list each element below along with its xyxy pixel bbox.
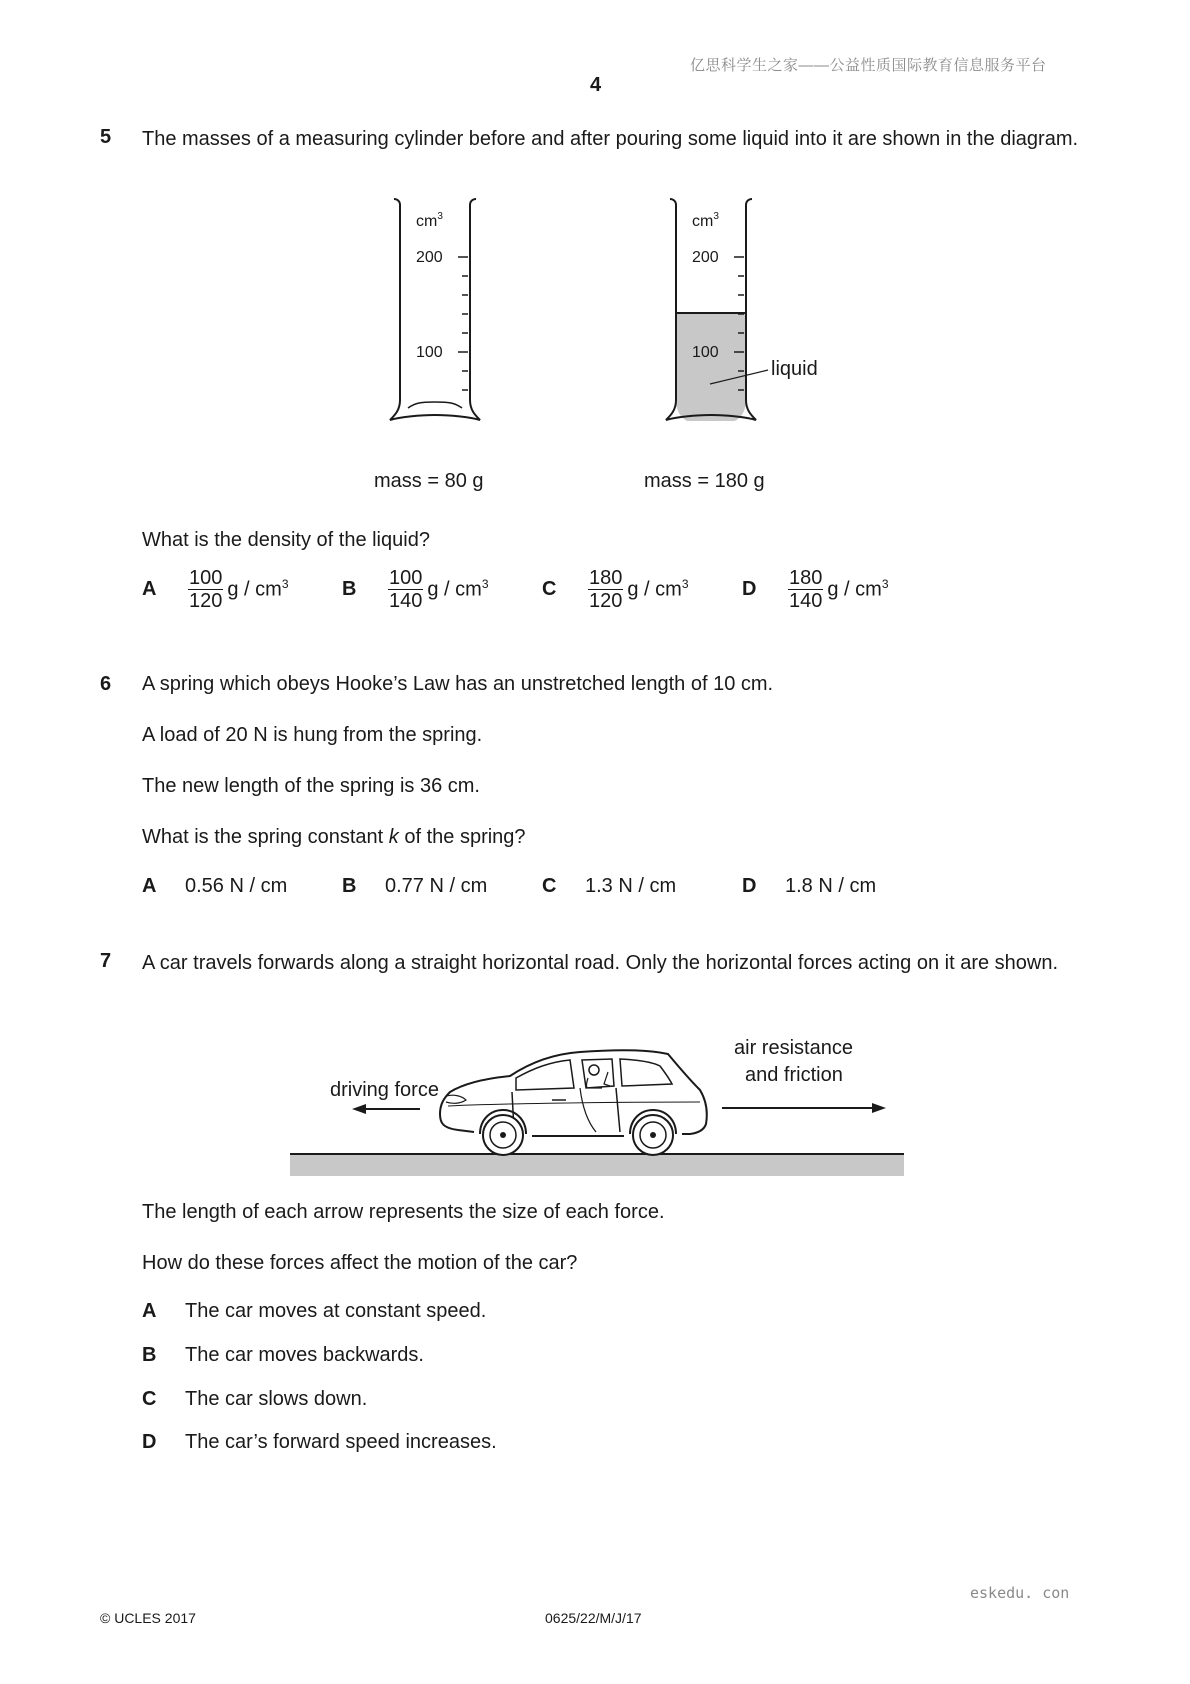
cylinder-right-mark-100: 100 — [692, 344, 719, 361]
liquid-label: liquid — [771, 358, 818, 380]
fraction: $\frac{180}{120}$ — [589, 567, 623, 612]
copyright: © UCLES 2017 — [100, 1610, 196, 1626]
cylinder-left-mark-100: 100 — [416, 344, 443, 361]
road — [290, 1154, 904, 1176]
watermark-text: 亿思科学生之家——公益性质国际教育信息服务平台 — [690, 57, 1047, 74]
option-unit: g / $cm^3$ — [427, 577, 489, 601]
car-diagram — [290, 1020, 910, 1180]
cylinder-left-mass-label: mass = 80 g — [374, 470, 484, 492]
site-watermark: eskedu. con — [970, 1584, 1070, 1602]
q6-option-a[interactable]: A 0.56 N / cm — [142, 875, 288, 897]
q7-text: A car travels forwards along a straight horizontal road. Only the horizontal forces acting on it are shown. — [142, 952, 1059, 974]
option-unit: g / $cm^3$ — [627, 577, 689, 601]
q6-number: 6 — [100, 673, 112, 695]
q7-number: 7 — [100, 950, 112, 972]
fraction: $\frac{100}{120}$ — [189, 567, 223, 612]
q5-number: 5 — [100, 126, 112, 148]
q5-option-b[interactable] — [342, 567, 489, 612]
q6-line2: A load of 20 N is hung from the spring. — [142, 724, 483, 746]
q5-option-d[interactable] — [742, 567, 889, 612]
q5-option-a[interactable] — [142, 567, 289, 612]
resistance-arrow — [722, 1103, 886, 1113]
driving-force-label: driving force — [330, 1079, 439, 1101]
q7-question: How do these forces affect the motion of the car? — [142, 1252, 578, 1274]
cylinder-right — [666, 199, 818, 421]
q5-text: The masses of a measuring cylinder before and after pouring some liquid into it are shown in the diagram. — [142, 128, 1079, 150]
option-letter: C — [542, 578, 557, 600]
resistance-label-line1: air resistance — [734, 1037, 853, 1059]
rear-wheel — [633, 1115, 673, 1155]
cylinder-right-mark-200: 200 — [692, 249, 719, 266]
q6-question: What is the spring constant k of the spring? — [142, 826, 526, 848]
q6-option-d[interactable]: D 1.8 N / cm — [742, 875, 877, 897]
page-number: 4 — [590, 74, 602, 96]
cylinders-diagram — [360, 195, 860, 505]
q7-line1: The length of each arrow represents the size of each force. — [142, 1201, 665, 1223]
q5-option-c[interactable] — [542, 567, 689, 612]
q6-option-c[interactable]: C 1.3 N / cm — [542, 875, 677, 897]
q7-option-d[interactable]: D The car’s forward speed increases. — [142, 1431, 497, 1453]
fraction: $\frac{100}{140}$ — [389, 567, 423, 612]
q7-option-c[interactable]: C The car slows down. — [142, 1388, 368, 1410]
q5-question: What is the density of the liquid? — [142, 529, 430, 551]
paper-code: 0625/22/M/J/17 — [545, 1610, 642, 1626]
cylinder-right-unit: $cm^3$ — [692, 211, 719, 230]
front-wheel — [483, 1115, 523, 1155]
cylinder-left-unit: $cm^3$ — [416, 211, 443, 230]
cylinder-right-mass-label: mass = 180 g — [644, 470, 765, 492]
option-unit: g / $cm^3$ — [227, 577, 289, 601]
cylinder-left — [390, 199, 480, 420]
option-letter: B — [342, 578, 357, 600]
q7-option-b[interactable]: B The car moves backwards. — [142, 1344, 424, 1366]
q6-option-b[interactable]: B 0.77 N / cm — [342, 875, 488, 897]
q7-option-a[interactable]: A The car moves at constant speed. — [142, 1300, 487, 1322]
resistance-label-line2: and friction — [745, 1064, 843, 1086]
option-letter: D — [742, 578, 757, 600]
option-letter: A — [142, 578, 157, 600]
fraction: $\frac{180}{140}$ — [789, 567, 823, 612]
q6-line1: A spring which obeys Hooke’s Law has an unstretched length of 10 cm. — [142, 673, 774, 695]
cylinder-left-mark-200: 200 — [416, 249, 443, 266]
q6-line3: The new length of the spring is 36 cm. — [142, 775, 480, 797]
liquid-fill — [676, 313, 746, 421]
driving-force-arrow — [352, 1104, 420, 1114]
option-unit: g / $cm^3$ — [827, 577, 889, 601]
